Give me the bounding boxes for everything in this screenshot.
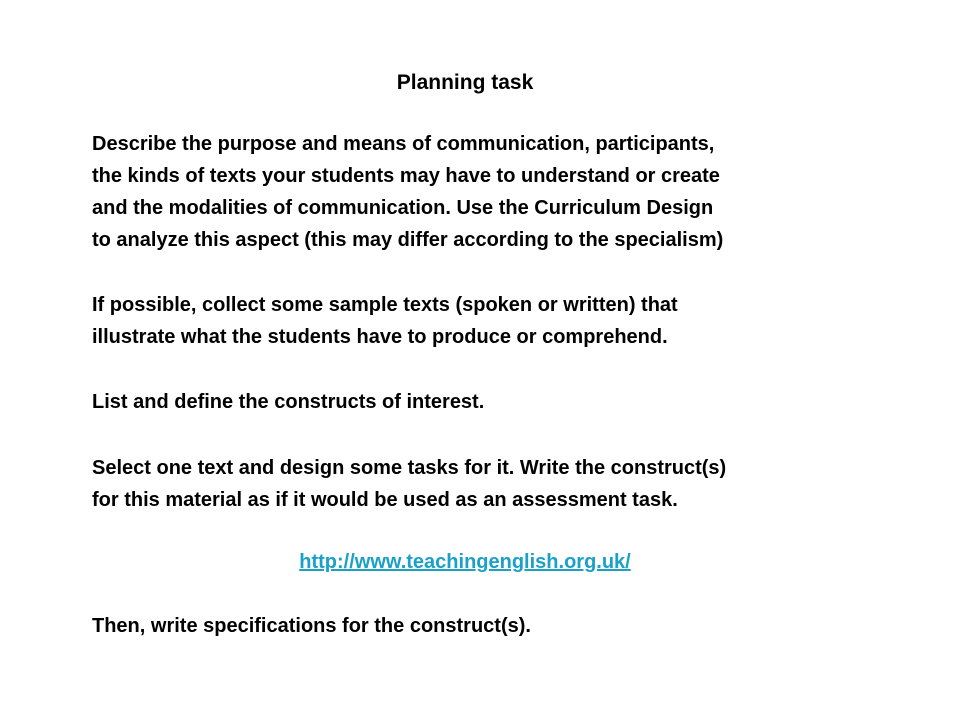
text-line: Select one text and design some tasks for it. Write the construct(s) <box>92 457 727 479</box>
teachingenglish-link[interactable]: http://www.teachingenglish.org.uk/ <box>299 551 631 573</box>
paragraph-design-tasks <box>92 452 892 516</box>
link-container <box>0 546 930 578</box>
text-line: the kinds of texts your students may have to understand or create <box>92 165 720 187</box>
text-line: List and define the constructs of interest. <box>92 391 485 413</box>
text-line: Then, write specifications for the construct(s). <box>92 615 531 637</box>
text-line: illustrate what the students have to produce or comprehend. <box>92 326 668 348</box>
paragraph-constructs <box>92 386 892 418</box>
text-line: If possible, collect some sample texts (spoken or written) that <box>92 294 678 316</box>
slide-title: Planning task <box>396 71 534 94</box>
text-line: for this material as if it would be used as an assessment task. <box>92 489 678 511</box>
paragraph-communication <box>92 128 892 256</box>
text-line: Describe the purpose and means of communication, participants, <box>92 133 715 155</box>
paragraph-specifications <box>92 610 892 642</box>
paragraph-sample-texts <box>92 289 892 353</box>
text-line: and the modalities of communication. Use the Curriculum Design <box>92 197 714 219</box>
text-line: to analyze this aspect (this may differ according to the specialism) <box>92 229 724 251</box>
